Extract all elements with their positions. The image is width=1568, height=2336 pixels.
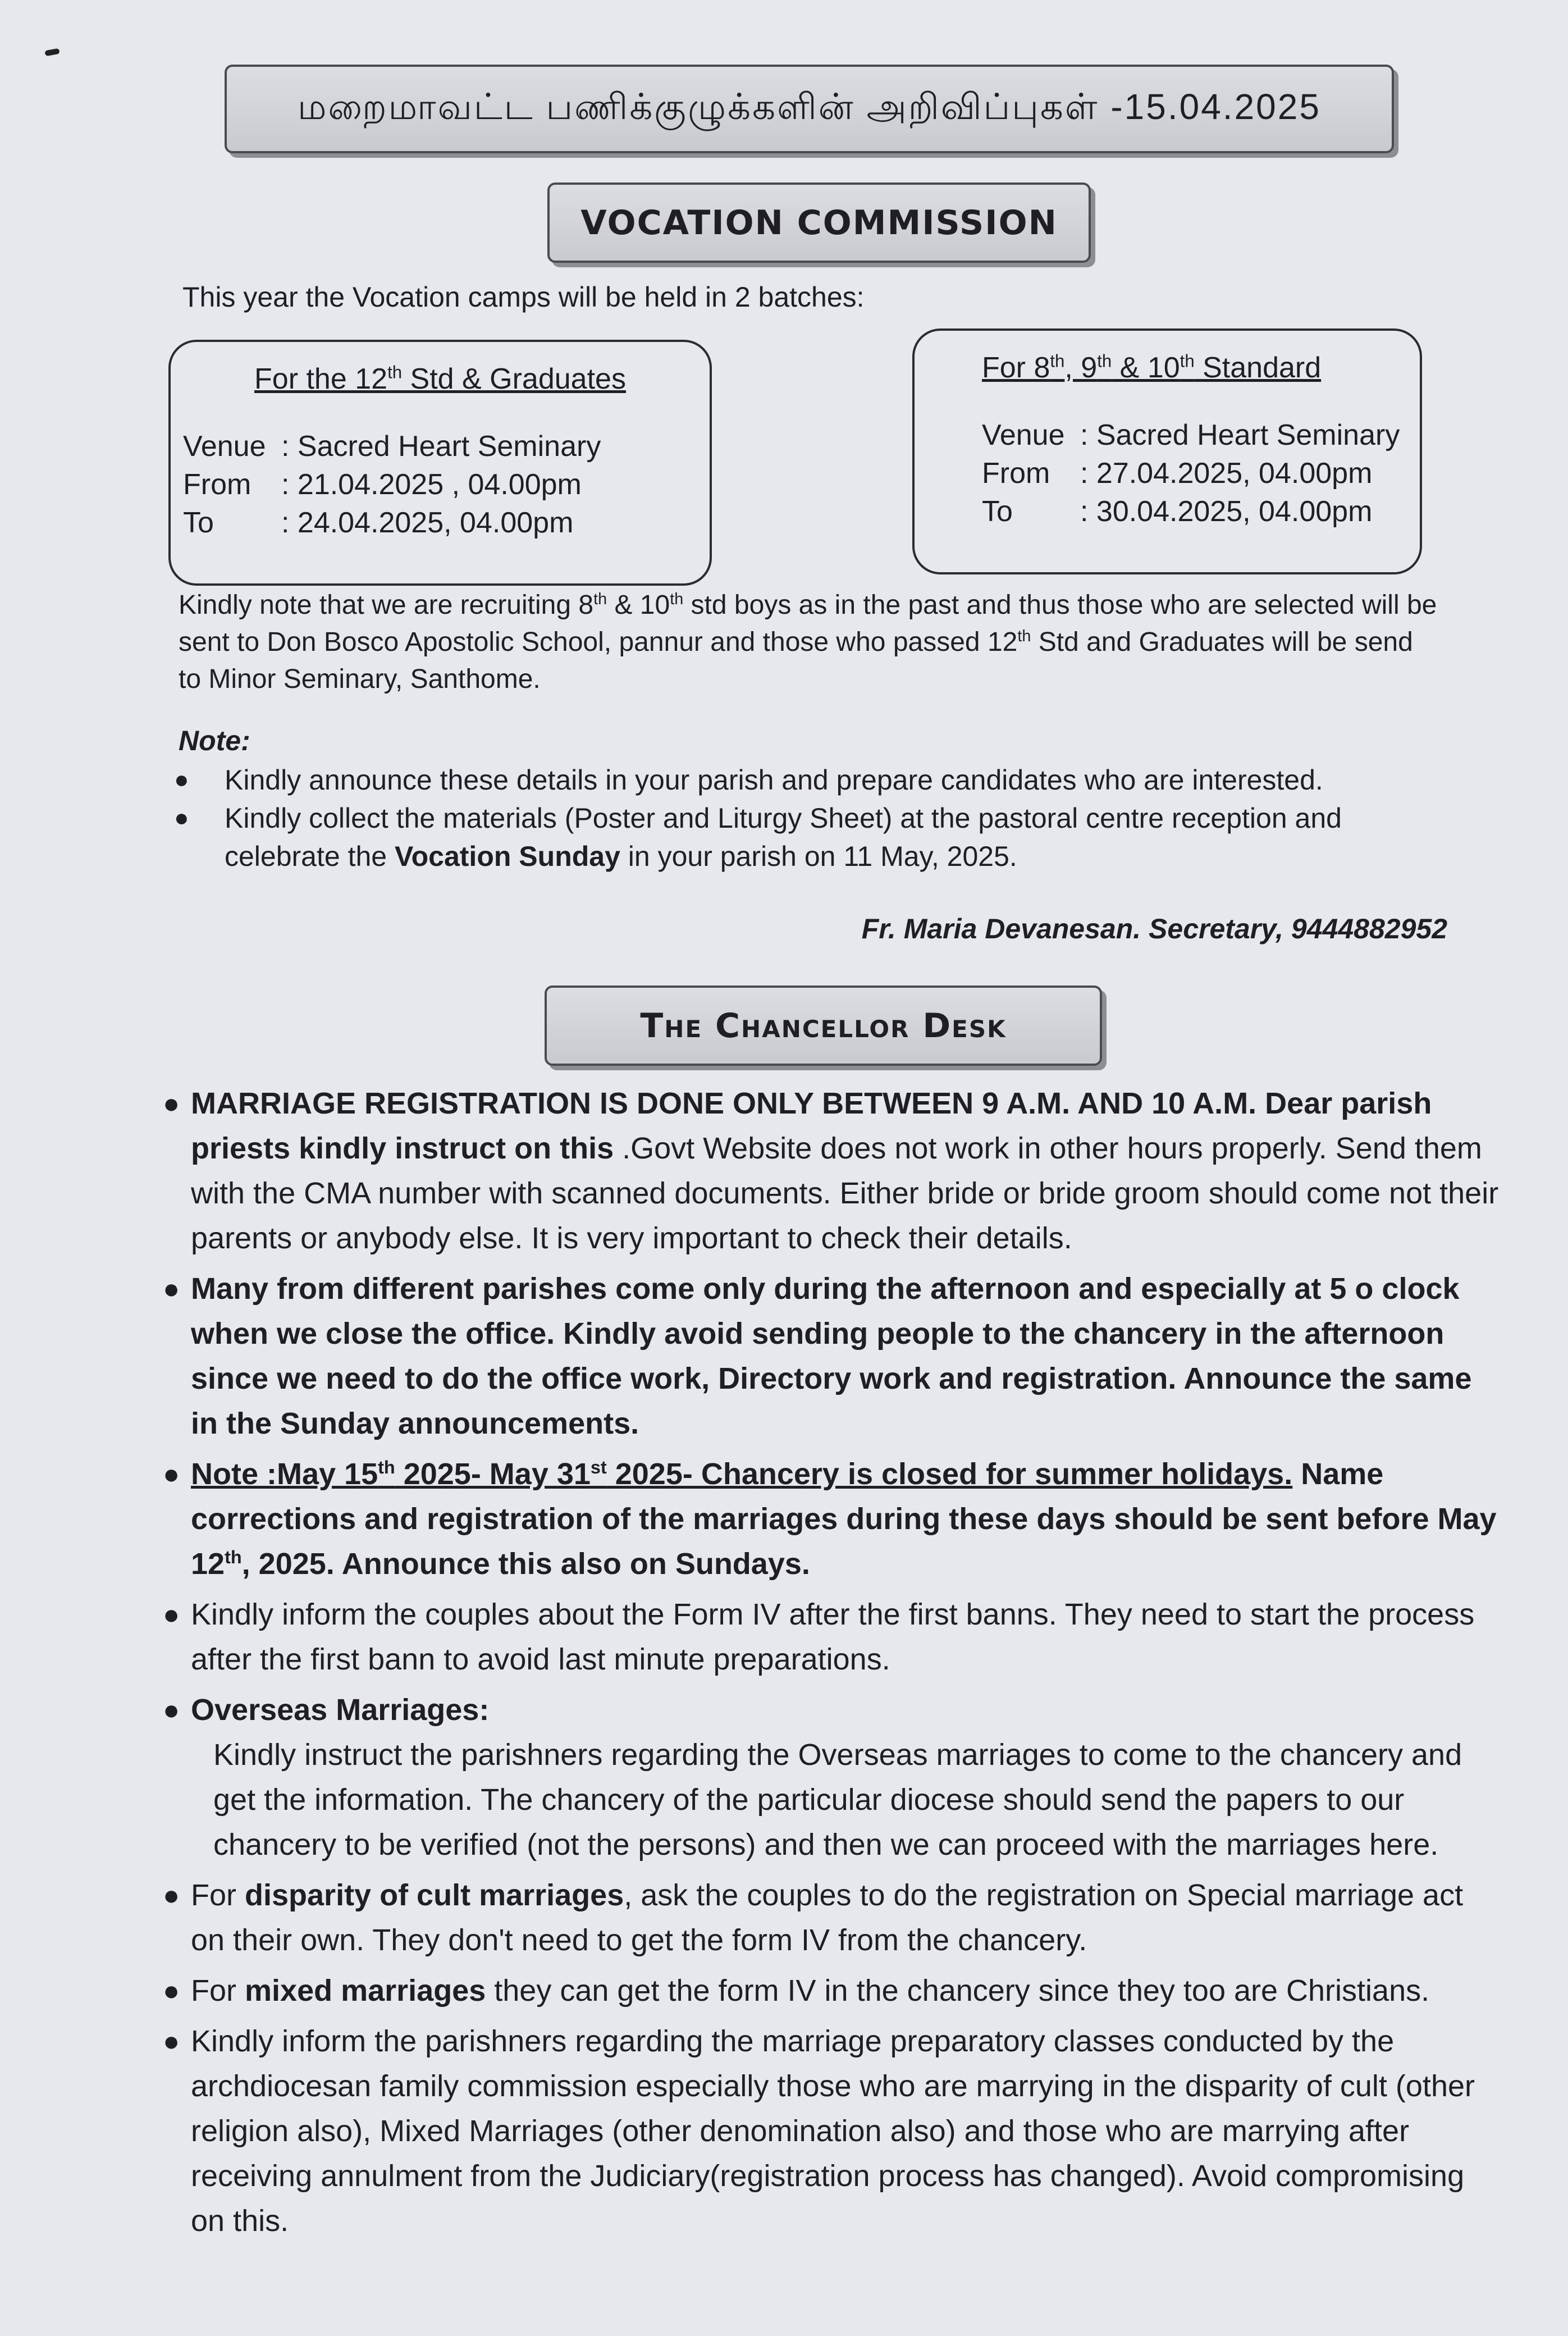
batch-card-8th-10th [912, 328, 1422, 574]
batch2-title: For 8th, 9th & 10th Standard [982, 351, 1322, 384]
list-item: ● Note :May 15th 2025- May 31st 2025- Chancery is closed for summer holidays. Name corrections and registration of the marriages during these days should be sent before May 12th, 2025. Announce this also on Sundays. [163, 1457, 1497, 1581]
note-label: Note: [179, 725, 250, 756]
chancellor-heading: The Chancellor Desk [640, 1006, 1007, 1046]
recruitment-paragraph: Kindly note that we are recruiting 8th & 10th std boys as in the past and thus those who are selected will be sent to Don Bosco Apostolic School, pannur and those who passed 12th Std and Graduates will be send to Minor Seminary, Santhome. [179, 590, 1437, 694]
chancellor-heading-box [545, 986, 1102, 1066]
batch1-to-row: To : 24.04.2025, 04.00pm [183, 507, 574, 539]
chancellor-items [163, 1081, 1499, 2249]
page-title-box [225, 65, 1394, 153]
batch-card-12th [168, 340, 712, 586]
list-item: ● Many from different parishes come only during the afternoon and especially at 5 o clock when we close the office. Kindly avoid sending people to the chancery in the afternoon since we need to do the office work, Directory work and registration. Announce the same in the Sunday announcements. [163, 1272, 1472, 1440]
batch1-venue-row: Venue : Sacred Heart Seminary [183, 430, 601, 463]
batch2-venue-row: Venue : Sacred Heart Seminary [982, 419, 1400, 451]
batch1-from-row: From : 21.04.2025 , 04.00pm [183, 468, 582, 501]
ink-speck [44, 48, 60, 56]
list-item: ● MARRIAGE REGISTRATION IS DONE ONLY BETWEEN 9 A.M. AND 10 A.M. Dear parish priests kindly instruct on this .Govt Website does not work in other hours properly. Send them with the CMA number with scanned documents. Either bride or bride groom should come not their parents or anybody else. It is very important to check their details. [163, 1087, 1499, 1255]
list-item: ● Kindly announce these details in your parish and prepare candidates who are interested. [174, 764, 1323, 796]
page-title: மறைமாவட்ட பணிக்குழுக்களின் அறிவிப்புகள் -15.04.2025 [298, 86, 1321, 127]
list-item: ● For disparity of cult marriages, ask the couples to do the registration on Special marriage act on their own. They don't need to get the form IV from the chancery. [163, 1878, 1464, 1957]
vocation-heading: VOCATION COMMISSION [580, 203, 1058, 243]
batch2-to-row: To : 30.04.2025, 04.00pm [982, 495, 1373, 528]
list-item: ● Kindly inform the parishners regarding the marriage preparatory classes conducted by the archdiocesan family commission especially those who are marrying in the disparity of cult (other religion also), Mixed Marriages (other denomination also) and those who are marrying after receiving annulment from the Judiciary(registration process has changed). Avoid compromising on this. [163, 2024, 1475, 2238]
vocation-intro: This year the Vocation camps will be held in 2 batches: [182, 281, 865, 313]
vocation-notes [174, 761, 1443, 875]
list-item: ● For mixed marriages they can get the form IV in the chancery since they too are Christians. [163, 1974, 1430, 2008]
list-item: ● Overseas Marriages: Kindly instruct the parishners regarding the Overseas marriages to come to the chancery and get the information. The chancery of the particular diocese should send the papers to our chancery to be verified (not the persons) and then we can proceed with the marriages here. [163, 1693, 1462, 1862]
secretary-signature: Fr. Maria Devanesan. Secretary, 9444882952 [861, 913, 1447, 945]
vocation-heading-box [547, 182, 1091, 263]
batch2-from-row: From : 27.04.2025, 04.00pm [982, 457, 1373, 490]
list-item: ● Kindly inform the couples about the Form IV after the first banns. They need to start the process after the first bann to avoid last minute preparations. [163, 1598, 1475, 1676]
batch1-title: For the 12th Std & Graduates [254, 362, 626, 395]
list-item: ● Kindly collect the materials (Poster and Liturgy Sheet) at the pastoral centre reception and celebrate the Vocation Sunday in your parish on 11 May, 2025. [174, 802, 1342, 872]
